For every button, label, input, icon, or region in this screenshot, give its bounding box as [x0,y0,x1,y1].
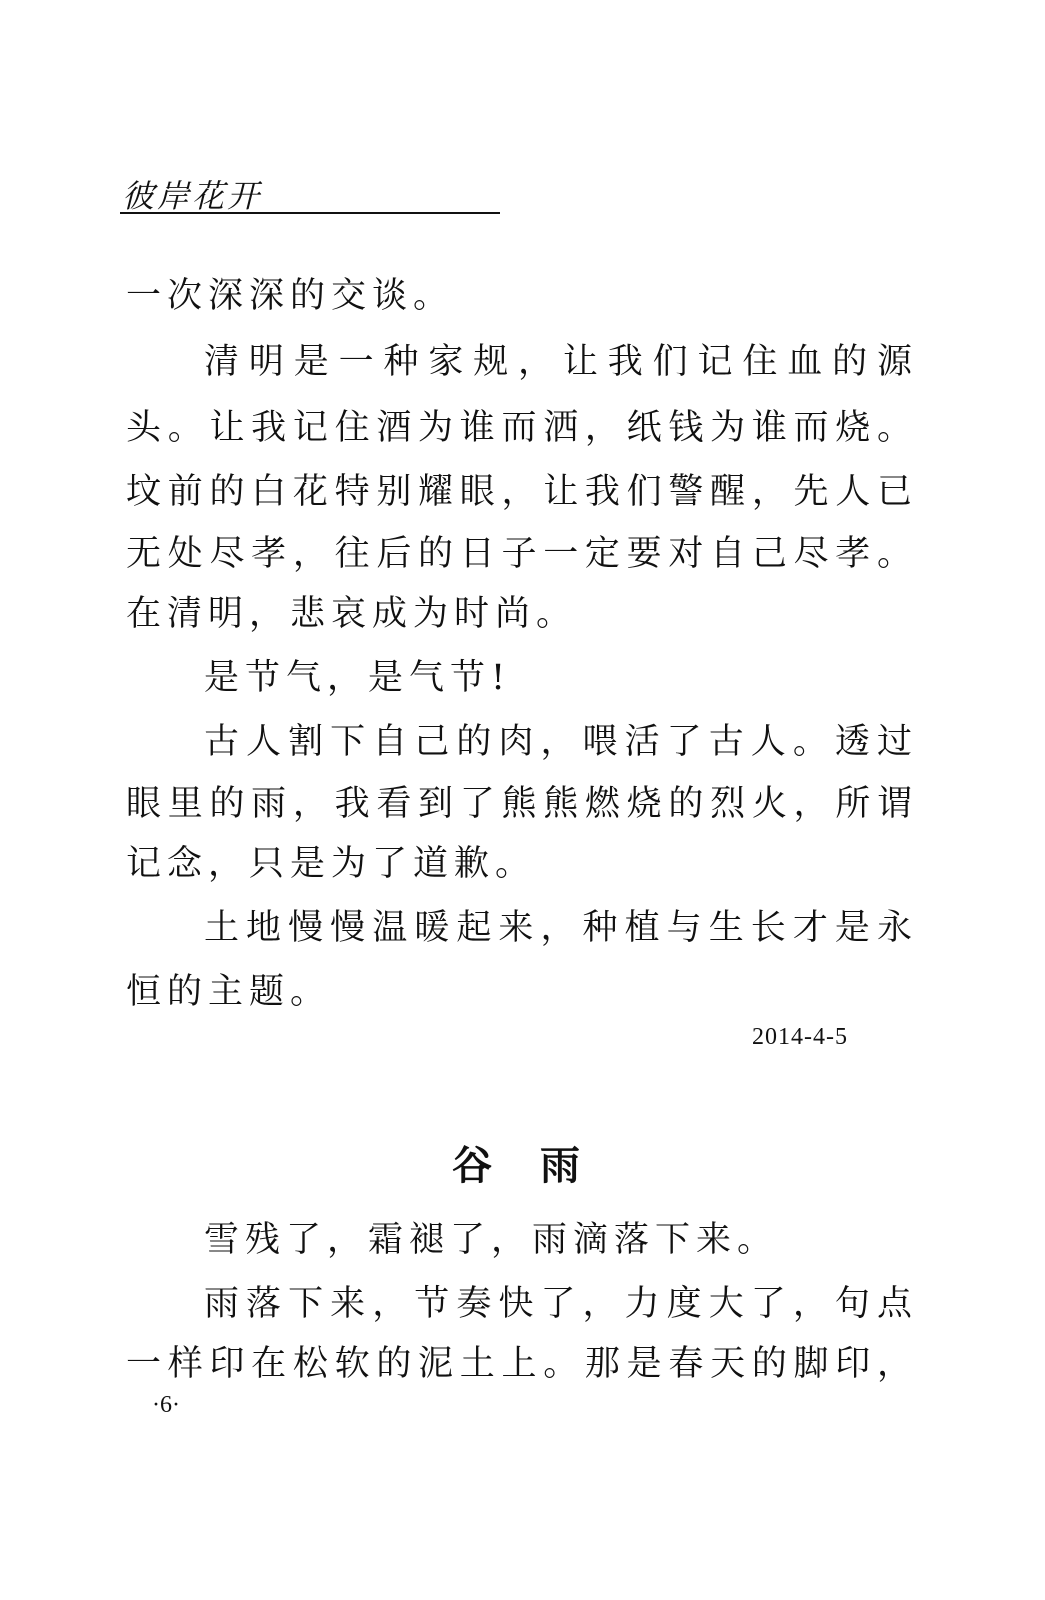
page-number: ·6· [152,1392,180,1418]
text-line: 坟前的白花特别耀眼，让我们警醒，先人已 [126,472,912,512]
running-head-title: 彼岸花开 [122,177,263,215]
text-line: 眼里的雨，我看到了熊熊燃烧的烈火，所谓 [126,784,912,824]
text-line: 一样印在松软的泥土上。那是春天的脚印， [126,1344,912,1384]
text-line: 古人割下自己的肉，喂活了古人。透过 [204,722,912,762]
text-line: 在清明，悲哀成为时尚。 [126,594,578,634]
text-line: 清明是一种家规，让我们记住血的源 [204,342,912,382]
date-stamp: 2014-4-5 [752,1024,848,1050]
text-line: 恒的主题。 [126,972,332,1012]
text-line: 是节气，是气节! [204,658,512,698]
text-line: 无处尽孝，往后的日子一定要对自己尽孝。 [126,534,912,574]
text-line: 一次深深的交谈。 [126,276,455,316]
text-line: 雨落下来，节奏快了，力度大了，句点 [204,1284,912,1324]
header-rule [120,212,500,214]
text-line: 雪残了，霜褪了，雨滴落下来。 [204,1220,779,1260]
text-line: 记念，只是为了道歉。 [126,844,537,884]
section-title: 谷雨 [452,1142,628,1189]
text-line: 土地慢慢温暖起来，种植与生长才是永 [204,908,912,948]
text-line: 头。让我记住酒为谁而洒，纸钱为谁而烧。 [126,408,912,448]
